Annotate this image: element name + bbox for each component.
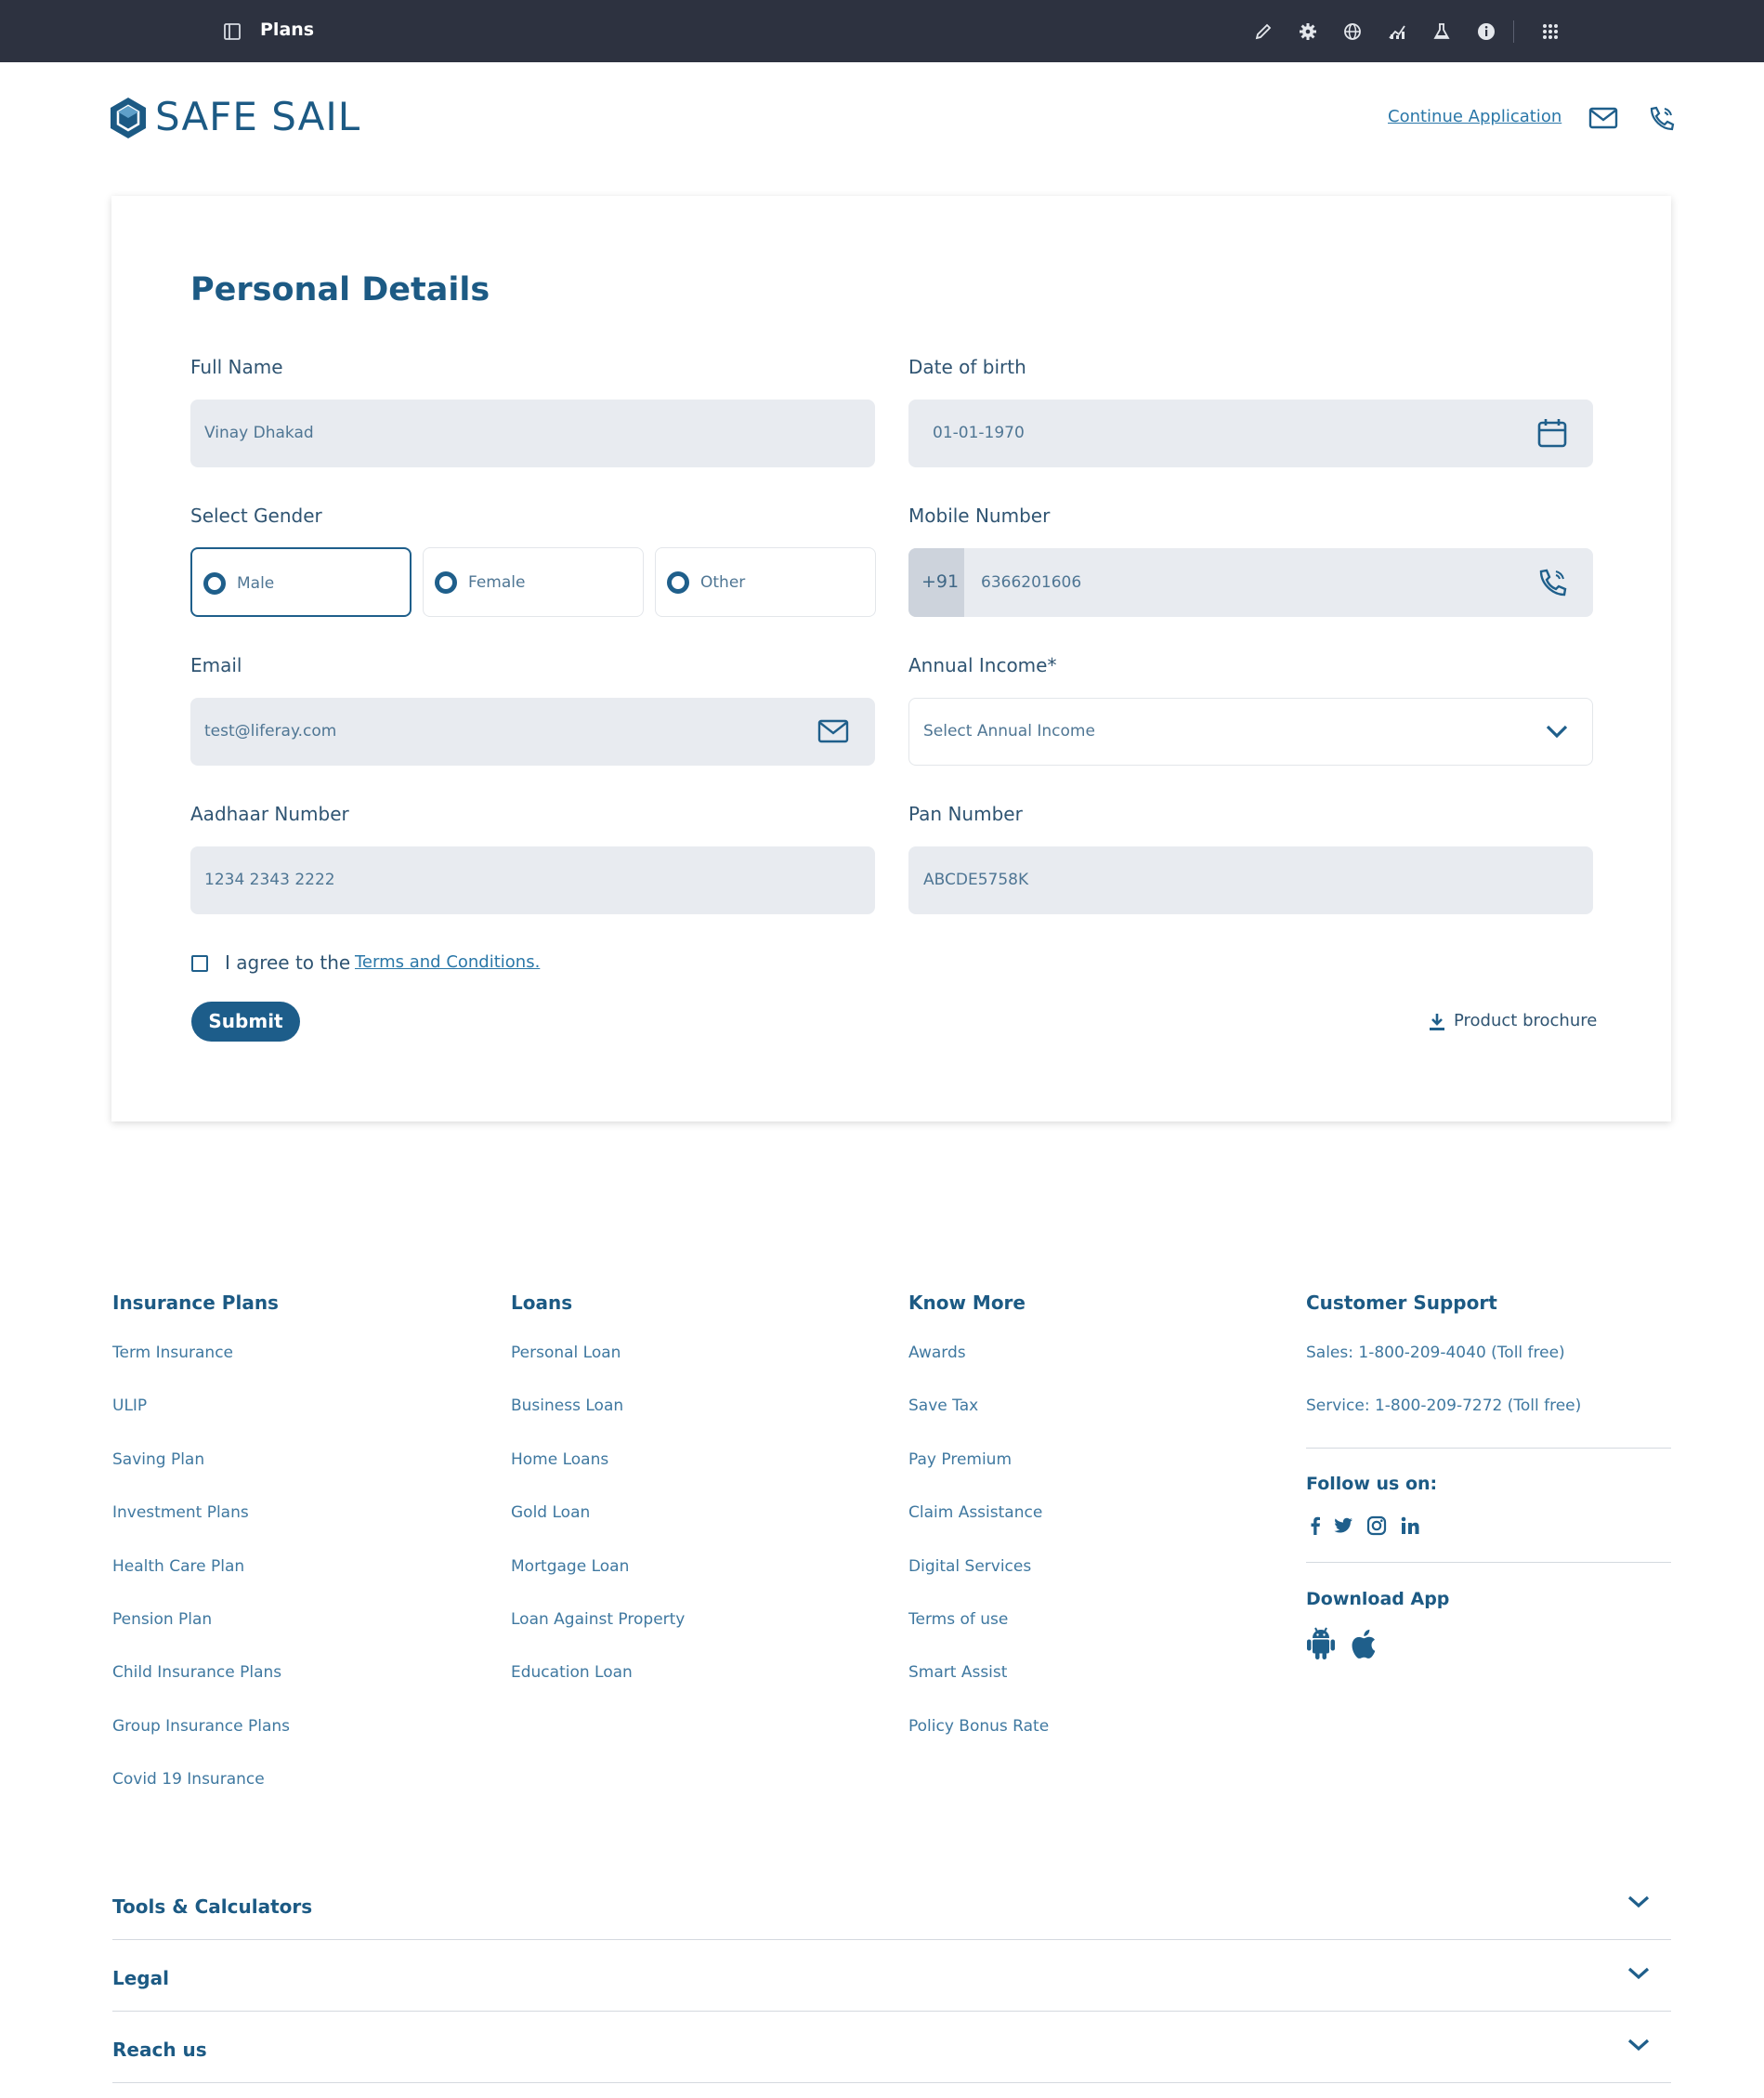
email-value: test@liferay.com [204, 722, 337, 741]
footer-link[interactable]: Smart Assist [908, 1663, 1008, 1682]
country-code: +91 [921, 571, 960, 592]
footer-link[interactable]: Covid 19 Insurance [112, 1770, 265, 1789]
footer-link[interactable]: Pay Premium [908, 1450, 1013, 1469]
footer-link[interactable]: Education Loan [511, 1663, 633, 1682]
follow-us-title: Follow us on: [1306, 1474, 1438, 1494]
footer-link[interactable]: Claim Assistance [908, 1503, 1043, 1522]
aadhaar-value: 1234 2343 2222 [204, 871, 335, 889]
service-phone-link[interactable]: Service: 1-800-209-7272 (Toll free) [1306, 1396, 1582, 1415]
insurance-plans-title: Insurance Plans [112, 1292, 279, 1314]
know-more-title: Know More [908, 1292, 1026, 1314]
full-name-value: Vinay Dhakad [204, 424, 314, 442]
footer-link[interactable]: Investment Plans [112, 1503, 249, 1522]
gender-other-label: Other [700, 573, 746, 592]
calendar-icon[interactable] [1536, 417, 1568, 449]
footer-link[interactable]: Personal Loan [511, 1344, 621, 1362]
topbar-separator [1513, 20, 1514, 43]
mail-icon[interactable] [1588, 105, 1618, 131]
chevron-down-icon[interactable] [1627, 1894, 1651, 1910]
phone-call-icon[interactable] [1647, 105, 1677, 131]
radio-other[interactable] [667, 571, 689, 594]
terms-link[interactable]: Terms and Conditions. [355, 952, 541, 972]
email-label: Email [190, 654, 242, 676]
apple-icon[interactable] [1350, 1626, 1381, 1661]
apps-grid-icon[interactable] [1540, 21, 1561, 42]
dob-value: 01-01-1970 [933, 424, 1025, 442]
country-code-prefix [908, 548, 964, 617]
radio-male[interactable] [203, 572, 226, 595]
logo-text[interactable]: SAFE SAIL [155, 94, 361, 139]
terms-checkbox[interactable] [191, 955, 208, 972]
email-icon [817, 715, 849, 747]
gender-option-male[interactable] [190, 547, 412, 617]
flask-icon[interactable] [1431, 21, 1452, 42]
accordion-title: Tools & Calculators [112, 1895, 313, 1918]
gear-icon[interactable] [1298, 21, 1318, 42]
aadhaar-label: Aadhaar Number [190, 803, 349, 825]
mobile-value: 6366201606 [981, 573, 1082, 592]
top-control-bar [0, 0, 1764, 62]
footer-link[interactable]: Digital Services [908, 1557, 1032, 1576]
gender-option-other[interactable] [655, 547, 876, 617]
footer-link[interactable]: Home Loans [511, 1450, 609, 1469]
linkedin-icon[interactable] [1399, 1514, 1421, 1537]
submit-button[interactable]: Submit [191, 1002, 300, 1042]
footer-link[interactable]: Loan Against Property [511, 1610, 686, 1629]
income-label: Annual Income* [908, 654, 1057, 676]
customer-support-title: Customer Support [1306, 1292, 1497, 1314]
continue-application-link[interactable]: Continue Application [1388, 107, 1562, 126]
follow-divider [1306, 1562, 1671, 1563]
footer-link[interactable]: Saving Plan [112, 1450, 205, 1469]
sales-phone-link[interactable]: Sales: 1-800-209-4040 (Toll free) [1306, 1344, 1565, 1362]
footer-link[interactable]: Terms of use [908, 1610, 1009, 1629]
loans-title: Loans [511, 1292, 573, 1314]
footer-link[interactable]: Mortgage Loan [511, 1557, 630, 1576]
instagram-icon[interactable] [1365, 1514, 1388, 1537]
pencil-icon[interactable] [1253, 21, 1274, 42]
analytics-icon[interactable] [1387, 21, 1407, 42]
gender-male-label: Male [237, 574, 275, 593]
gender-female-label: Female [468, 573, 526, 592]
footer-link[interactable]: Gold Loan [511, 1503, 591, 1522]
chevron-down-icon[interactable] [1627, 2037, 1651, 2053]
chevron-down-icon[interactable] [1627, 1965, 1651, 1982]
download-app-title: Download App [1306, 1589, 1450, 1609]
footer-link[interactable]: Health Care Plan [112, 1557, 245, 1576]
footer-link[interactable]: Pension Plan [112, 1610, 213, 1629]
footer-link[interactable]: Group Insurance Plans [112, 1717, 290, 1736]
accordion-legal[interactable] [112, 1941, 1671, 2012]
accordion-title: Reach us [112, 2039, 207, 2061]
android-icon[interactable] [1305, 1626, 1337, 1661]
footer-link[interactable]: ULIP [112, 1396, 148, 1415]
pan-label: Pan Number [908, 803, 1023, 825]
product-brochure-link[interactable]: Product brochure [1454, 1011, 1598, 1030]
form-title: Personal Details [190, 271, 490, 308]
download-icon[interactable] [1428, 1012, 1446, 1032]
footer-link[interactable]: Term Insurance [112, 1344, 234, 1362]
info-icon[interactable] [1476, 21, 1496, 42]
chevron-down-icon[interactable] [1543, 715, 1571, 747]
footer-link[interactable]: Policy Bonus Rate [908, 1717, 1050, 1736]
footer-link[interactable]: Save Tax [908, 1396, 979, 1415]
dob-label: Date of birth [908, 356, 1026, 378]
footer-link[interactable]: Awards [908, 1344, 966, 1362]
twitter-icon[interactable] [1332, 1514, 1354, 1537]
radio-female[interactable] [435, 571, 457, 594]
phone-icon [1536, 567, 1568, 598]
pan-value: ABCDE5758K [923, 871, 1029, 889]
accordion-title: Legal [112, 1967, 169, 1989]
gender-option-female[interactable] [423, 547, 644, 617]
gender-label: Select Gender [190, 505, 322, 527]
panel-toggle-icon[interactable] [223, 22, 242, 41]
footer-link[interactable]: Child Insurance Plans [112, 1663, 282, 1682]
full-name-label: Full Name [190, 356, 283, 378]
support-divider [1306, 1448, 1671, 1449]
footer-link[interactable]: Business Loan [511, 1396, 624, 1415]
accordion-tools-calculators[interactable] [112, 1869, 1671, 1940]
accordion-reach-us[interactable] [112, 2013, 1671, 2083]
page-name: Plans [260, 20, 315, 40]
mobile-label: Mobile Number [908, 505, 1051, 527]
logo-hexagon-icon[interactable] [110, 97, 147, 139]
agree-text: I agree to the [225, 951, 351, 974]
globe-icon[interactable] [1342, 21, 1363, 42]
personal-details-card [111, 196, 1671, 1121]
income-placeholder: Select Annual Income [923, 722, 1095, 741]
facebook-icon[interactable] [1304, 1514, 1326, 1537]
